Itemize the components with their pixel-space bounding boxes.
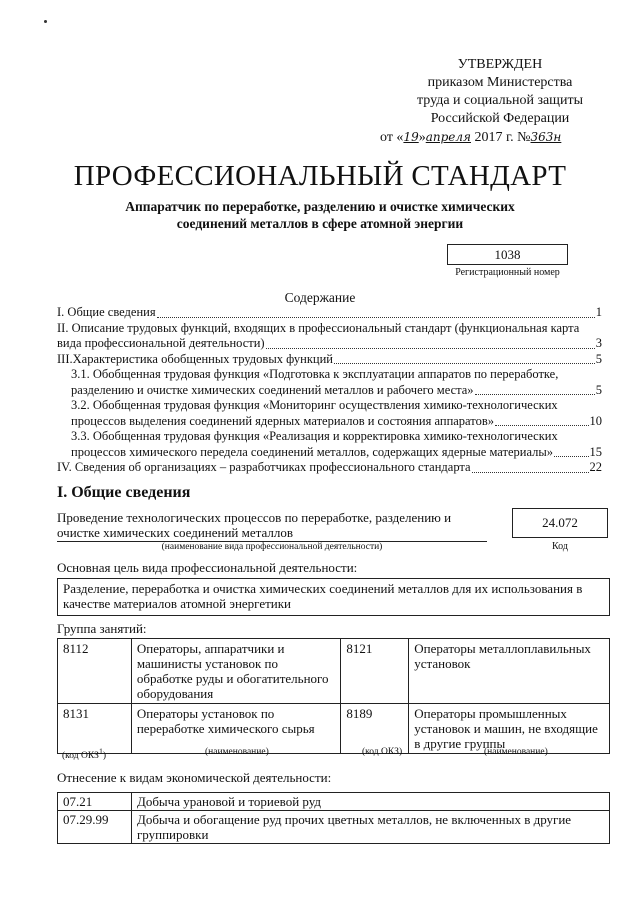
registration-number-label: Регистрационный номер [455, 267, 560, 278]
okz-code-cell: 8189 [341, 704, 409, 754]
toc-item-text: III.Характеристика обобщенных трудовых функций [57, 351, 333, 366]
table-row [58, 793, 610, 811]
activity-name-caption: (наименование вида профессиональной деятельности) [161, 542, 383, 552]
toc-item [57, 398, 602, 429]
subtitle-line-2: соединений металлов в сфере атомной энергии [176, 216, 464, 231]
date-day: 19 [403, 130, 419, 144]
toc-item [57, 352, 602, 368]
toc-item-text: 3.2. Обобщенная трудовая функция «Мониторинг осуществления химико-технологических [71, 398, 558, 412]
goal-label: Основная цель вида профессиональной деятельности: [57, 560, 358, 575]
table-row [58, 811, 610, 844]
okz-code-cell: 8131 [58, 704, 132, 754]
toc-item-text: I. Общие сведения [57, 305, 156, 319]
order-number: 363н [530, 130, 562, 144]
okz-code-cell: 8112 [58, 639, 132, 704]
toc-item-text: процессов выделения соединений ядерных материалов и состояния аппаратов» [71, 413, 494, 428]
date-month: апреля [425, 130, 471, 144]
activity-code-label: Код [552, 541, 568, 552]
toc-item [57, 460, 602, 476]
toc-item-page: 15 [589, 444, 602, 459]
okved-name-cell: Добыча и обогащение руд прочих цветных металлов, не включенных в другие группировки [131, 811, 609, 844]
toc-item-page: 5 [595, 382, 602, 397]
toc-item-page: 1 [595, 305, 602, 319]
toc-item [57, 321, 602, 352]
okz-name-cell: Операторы промышленных установок и машин, не входящие в другие группы [409, 704, 610, 754]
approval-line-4: Российской Федерации [430, 111, 570, 126]
date-prefix: от « [380, 130, 404, 145]
toc-heading: Содержание [284, 290, 356, 305]
approval-line-2: приказом Министерства [427, 75, 573, 90]
subtitle-line-1: Аппаратчик по переработке, разделению и очистке химических [125, 199, 515, 214]
okved-code-cell: 07.21 [58, 793, 132, 811]
occupation-group-table [57, 638, 610, 754]
table-of-contents [57, 305, 602, 476]
activity-name-line-1: Проведение технологических процессов по переработке, разделению и [57, 510, 452, 525]
scan-speck [44, 20, 47, 23]
okz-name-cell: Операторы, аппаратчики и машинисты установок по обработке руды и обогатительного оборудования [131, 639, 341, 704]
occ-caption-name-1: (наименование) [205, 747, 269, 757]
section-heading: I. Общие сведения [57, 484, 191, 501]
occ-caption-code-2: (код ОКЗ) [362, 747, 403, 757]
table-row [58, 704, 610, 754]
toc-item-text: 3.1. Обобщенная трудовая функция «Подготовка к эксплуатации аппаратов по переработке, [71, 367, 559, 381]
document-subtitle [60, 198, 580, 232]
okved-name-cell: Добыча урановой и ториевой руд [131, 793, 609, 811]
economic-activity-table [57, 792, 610, 844]
occ-caption-code-1: (код ОКЗ$^1$) [62, 747, 107, 762]
toc-item-page: 22 [589, 460, 602, 474]
date-mid: » [418, 130, 426, 145]
toc-item-text: вида профессиональной деятельности) [57, 336, 265, 350]
econ-label: Отнесение к видам экономической деятельности: [57, 770, 332, 785]
table-row [58, 639, 610, 704]
approval-line-3: труда и социальной защиты [417, 93, 583, 108]
date-year: 2017 г. № [474, 130, 531, 145]
toc-item-page: 3 [595, 336, 602, 350]
approval-date [380, 128, 620, 147]
okz-name-cell: Операторы установок по переработке химического сырья [131, 704, 341, 754]
toc-item [57, 367, 602, 398]
okz-code-cell: 8121 [341, 639, 409, 704]
toc-item [57, 429, 602, 460]
activity-name [57, 510, 487, 540]
activity-code-box: 24.072 [512, 508, 608, 538]
toc-item-page: 5 [595, 351, 602, 366]
activity-name-line-2: очистке химических соединений металлов [57, 525, 293, 540]
toc-item [57, 305, 602, 321]
approval-block [380, 56, 620, 147]
toc-item-text: разделению и очистке химических соединений металлов и рабочего места» [71, 382, 474, 397]
registration-number-box: 1038 [447, 244, 568, 265]
approval-line-1: УТВЕРЖДЕН [457, 57, 543, 72]
okved-code-cell: 07.29.99 [58, 811, 132, 844]
occ-caption-name-2: (наименование) [484, 747, 548, 757]
document-title: ПРОФЕССИОНАЛЬНЫЙ СТАНДАРТ [73, 160, 567, 192]
toc-item-text: 3.3. Обобщенная трудовая функция «Реализация и корректировка химико-технологических [71, 429, 558, 443]
toc-item-page: 10 [589, 413, 602, 428]
toc-item-text: II. Описание трудовых функций, входящих в профессиональный стандарт (функциональная карта [57, 320, 580, 335]
okz-name-cell: Операторы металлоплавильных установок [409, 639, 610, 704]
toc-item-text: процессов химического передела соединений металлов, содержащих ядерные материалы» [71, 444, 554, 459]
goal-box: Разделение, переработка и очистка химических соединений металлов для их использования в качестве материалов атомной энергетики [57, 578, 610, 616]
group-label: Группа занятий: [57, 621, 147, 636]
toc-item-text: IV. Сведения об организациях – разработчиках профессионального стандарта [57, 460, 471, 474]
